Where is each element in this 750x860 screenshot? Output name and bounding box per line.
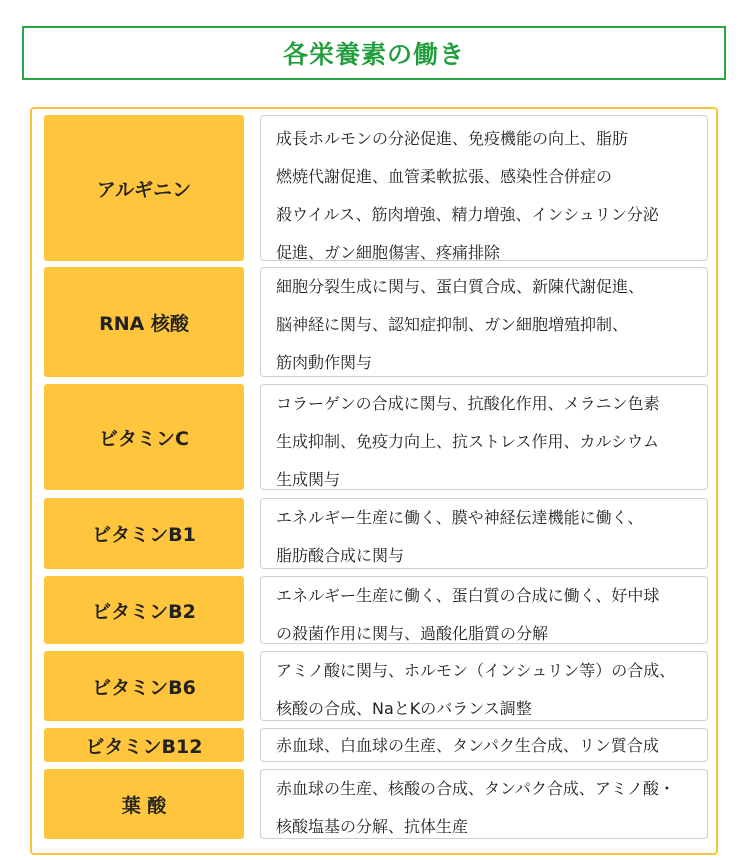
description-line: 筋肉動作関与 [276,353,373,372]
description-line: 生成関与 [276,470,341,489]
page-title: 各栄養素の働き [282,40,465,69]
description-line: 脳神経に関与、認知症抑制、ガン細胞増殖抑制、 [276,315,629,334]
nutrient-name: 葉 酸 [44,769,244,839]
description-line: アミノ酸に関与、ホルモン（インシュリン等）の合成、 [276,661,676,680]
nutrient-name: ビタミンB1 [44,498,244,569]
description-line: 細胞分裂生成に関与、蛋白質合成、新陳代謝促進、 [276,277,645,296]
description-line: の殺菌作用に関与、過酸化脂質の分解 [276,624,549,643]
description-line: 成長ホルモンの分泌促進、免疫機能の向上、脂肪 [276,129,629,148]
nutrient-description [260,384,708,490]
nutrient-description [260,498,708,569]
description-line: 燃焼代謝促進、血管柔軟拡張、感染性合併症の [276,167,613,186]
nutrient-name: RNA 核酸 [44,267,244,377]
nutrient-name: ビタミンB12 [44,728,244,762]
nutrient-name: ビタミンB6 [44,651,244,721]
nutrient-name: アルギニン [44,115,244,261]
description-line: 赤血球の生産、核酸の合成、タンパク合成、アミノ酸・ [276,779,675,798]
description-line: 脂肪酸合成に関与 [276,546,405,565]
description-line: 生成抑制、免疫力向上、抗ストレス作用、カルシウム [276,432,659,451]
nutrient-description [260,115,708,261]
description-line: 核酸塩基の分解、抗体生産 [276,817,469,836]
description-line: エネルギー生産に働く、蛋白質の合成に働く、好中球 [276,586,660,605]
description-line: 殺ウイルス、筋肉増強、精力増強、インシュリン分泌 [276,205,659,224]
description-line: 核酸の合成、NaとKのバランス調整 [276,699,532,718]
nutrient-name: ビタミンC [44,384,244,490]
description-line: 赤血球、白血球の生産、タンパク生合成、リン質合成 [276,736,659,755]
nutrient-description [260,267,708,377]
description-line: コラーゲンの合成に関与、抗酸化作用、メラニン色素 [276,394,660,413]
description-line: エネルギー生産に働く、膜や神経伝達機能に働く、 [276,508,644,527]
nutrient-description [260,728,708,762]
description-line: 促進、ガン細胞傷害、疼痛排除 [276,243,501,262]
nutrient-description [260,576,708,644]
nutrient-description [260,651,708,721]
nutrient-name: ビタミンB2 [44,576,244,644]
title-box [22,26,726,80]
nutrient-description [260,769,708,839]
